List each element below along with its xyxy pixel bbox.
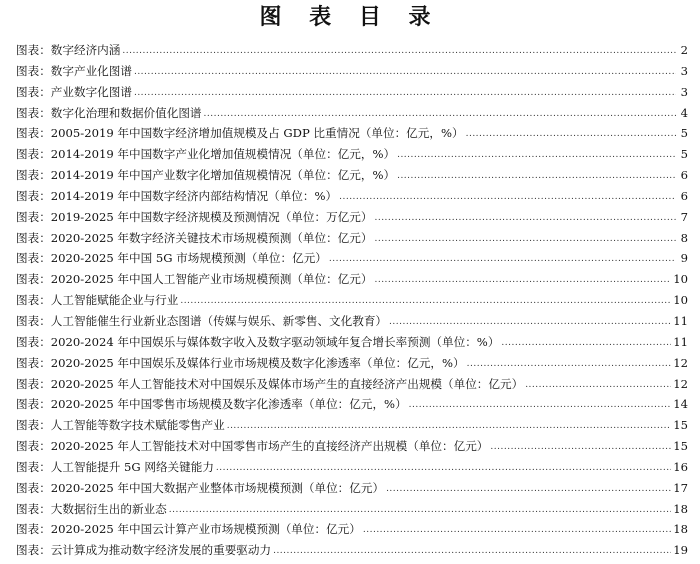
- toc-entry-title: 图表：2020-2025 年中国娱乐及媒体行业市场规模及数字化渗透率（单位：亿元，%）: [16, 355, 465, 370]
- toc-entry-title: 图表：人工智能催生行业新业态图谱（传媒与娱乐、新零售、文化教育）: [16, 313, 388, 328]
- dot-leader: [490, 437, 671, 458]
- dot-leader: [204, 104, 676, 125]
- toc-entry-page: 3: [680, 84, 688, 99]
- dot-leader: [374, 270, 671, 291]
- toc-entry[interactable]: [16, 394, 688, 415]
- toc-entry-title: 图表：2014-2019 年中国数字产业化增加值规模情况（单位：亿元，%）: [16, 147, 396, 162]
- dot-leader: [180, 291, 671, 312]
- toc-entry-page: 14: [673, 397, 688, 412]
- toc-entry-title: 图表：人工智能提升 5G 网络关键能力: [16, 459, 214, 474]
- dot-leader: [134, 83, 676, 104]
- toc-entry[interactable]: [16, 478, 688, 499]
- toc-entry-page: 4: [680, 105, 688, 120]
- toc-entry[interactable]: [16, 165, 688, 186]
- toc-entry-title: 图表：云计算成为推动数字经济发展的重要驱动力: [16, 543, 272, 558]
- toc-entry-page: 10: [673, 293, 688, 308]
- dot-leader: [389, 312, 671, 333]
- dot-leader: [397, 166, 676, 187]
- toc-entry[interactable]: [16, 269, 688, 290]
- toc-entry-title: 图表：2020-2024 年中国娱乐与媒体数字收入及数字驱动领域年复合增长率预测（单位：%）: [16, 334, 500, 349]
- dot-leader: [227, 416, 672, 437]
- toc-entry-title: 图表：人工智能等数字技术赋能零售产业: [16, 418, 225, 433]
- toc-entry[interactable]: [16, 374, 688, 395]
- dot-leader: [339, 187, 676, 208]
- page-title: 图 表 目 录: [259, 4, 441, 30]
- toc-entry-page: 15: [673, 418, 688, 433]
- toc-entry-page: 16: [673, 459, 688, 474]
- table-of-figures: [16, 40, 688, 561]
- toc-entry-title: 图表：人工智能赋能企业与行业: [16, 293, 179, 308]
- dot-leader: [467, 354, 672, 375]
- dot-leader: [122, 41, 676, 62]
- toc-entry-page: 18: [673, 501, 688, 516]
- toc-entry-page: 5: [680, 147, 688, 162]
- toc-entry-page: 8: [680, 230, 688, 245]
- dot-leader: [397, 145, 676, 166]
- toc-entry[interactable]: [16, 82, 688, 103]
- toc-entry[interactable]: [16, 353, 688, 374]
- toc-entry-title: 图表：2020-2025 年中国大数据产业整体市场规模预测（单位：亿元）: [16, 480, 385, 495]
- dot-leader: [329, 249, 676, 270]
- toc-entry[interactable]: [16, 332, 688, 353]
- toc-entry[interactable]: [16, 311, 688, 332]
- toc-entry-title: 图表：数字化治理和数据价值化图谱: [16, 105, 202, 120]
- toc-entry-title: 图表：2014-2019 年中国产业数字化增加值规模情况（单位：亿元，%）: [16, 168, 396, 183]
- dot-leader: [273, 541, 671, 562]
- toc-entry-title: 图表：2014-2019 年中国数字经济内部结构情况（单位：%）: [16, 188, 338, 203]
- toc-entry[interactable]: [16, 540, 688, 561]
- dot-leader: [363, 520, 671, 541]
- toc-entry-title: 图表：2020-2025 年中国零售市场规模及数字化渗透率（单位：亿元，%）: [16, 397, 407, 412]
- toc-entry-page: 6: [680, 188, 688, 203]
- toc-entry[interactable]: [16, 207, 688, 228]
- toc-entry-page: 10: [673, 272, 688, 287]
- dot-leader: [525, 375, 671, 396]
- toc-entry-title: 图表：2020-2025 年人工智能技术对中国娱乐及媒体市场产生的直接经济产出规模（单位：亿元）: [16, 376, 524, 391]
- toc-entry[interactable]: [16, 61, 688, 82]
- dot-leader: [134, 62, 676, 83]
- toc-entry-page: 12: [673, 376, 688, 391]
- toc-entry-page: 17: [673, 480, 688, 495]
- toc-entry[interactable]: [16, 40, 688, 61]
- toc-entry-page: 3: [680, 63, 688, 78]
- toc-entry-title: 图表：2020-2025 年中国 5G 市场规模预测（单位：亿元）: [16, 251, 327, 266]
- toc-entry-page: 6: [680, 168, 688, 183]
- dot-leader: [409, 395, 672, 416]
- toc-entry[interactable]: [16, 519, 688, 540]
- dot-leader: [216, 458, 671, 479]
- toc-entry-title: 图表：大数据衍生出的新业态: [16, 501, 167, 516]
- toc-entry[interactable]: [16, 103, 688, 124]
- toc-entry-title: 图表：2019-2025 年中国数字经济规模及预测情况（单位：万亿元）: [16, 209, 373, 224]
- toc-entry-page: 18: [673, 522, 688, 537]
- dot-leader: [386, 479, 671, 500]
- toc-entry[interactable]: [16, 228, 688, 249]
- dot-leader: [374, 229, 676, 250]
- toc-entry-page: 11: [673, 334, 688, 349]
- toc-entry-title: 图表：2020-2025 年人工智能技术对中国零售市场产生的直接经济产出规模（单位：亿元）: [16, 439, 489, 454]
- toc-entry-title: 图表：2020-2025 年中国人工智能产业市场规模预测（单位：亿元）: [16, 272, 373, 287]
- toc-entry-page: 15: [673, 439, 688, 454]
- toc-entry[interactable]: [16, 436, 688, 457]
- toc-entry[interactable]: [16, 457, 688, 478]
- toc-entry[interactable]: [16, 144, 688, 165]
- toc-entry-title: 图表：2020-2025 年数字经济关键技术市场规模预测（单位：亿元）: [16, 230, 373, 245]
- toc-entry-page: 9: [680, 251, 688, 266]
- toc-entry-title: 图表：产业数字化图谱: [16, 84, 132, 99]
- toc-entry-page: 2: [680, 43, 688, 57]
- toc-entry-page: 12: [673, 355, 688, 370]
- toc-entry-title: 图表：2020-2025 年中国云计算产业市场规模预测（单位：亿元）: [16, 522, 361, 537]
- toc-entry[interactable]: [16, 123, 688, 144]
- toc-entry-title: 图表：数字产业化图谱: [16, 63, 132, 78]
- toc-entry-page: 7: [680, 209, 688, 224]
- toc-entry[interactable]: [16, 186, 688, 207]
- toc-entry[interactable]: [16, 290, 688, 311]
- dot-leader: [169, 500, 672, 521]
- toc-entry[interactable]: [16, 248, 688, 269]
- toc-entry-title: 图表：数字经济内涵: [16, 43, 121, 57]
- toc-entry-title: 图表：2005-2019 年中国数字经济增加值规模及占 GDP 比重情况（单位：亿元，%）: [16, 126, 464, 141]
- toc-entry[interactable]: [16, 415, 688, 436]
- toc-entry-page: 5: [680, 126, 688, 141]
- toc-entry-page: 19: [673, 543, 688, 558]
- dot-leader: [501, 333, 671, 354]
- dot-leader: [466, 124, 676, 145]
- toc-entry[interactable]: [16, 499, 688, 520]
- dot-leader: [374, 208, 676, 229]
- toc-entry-page: 11: [673, 313, 688, 328]
